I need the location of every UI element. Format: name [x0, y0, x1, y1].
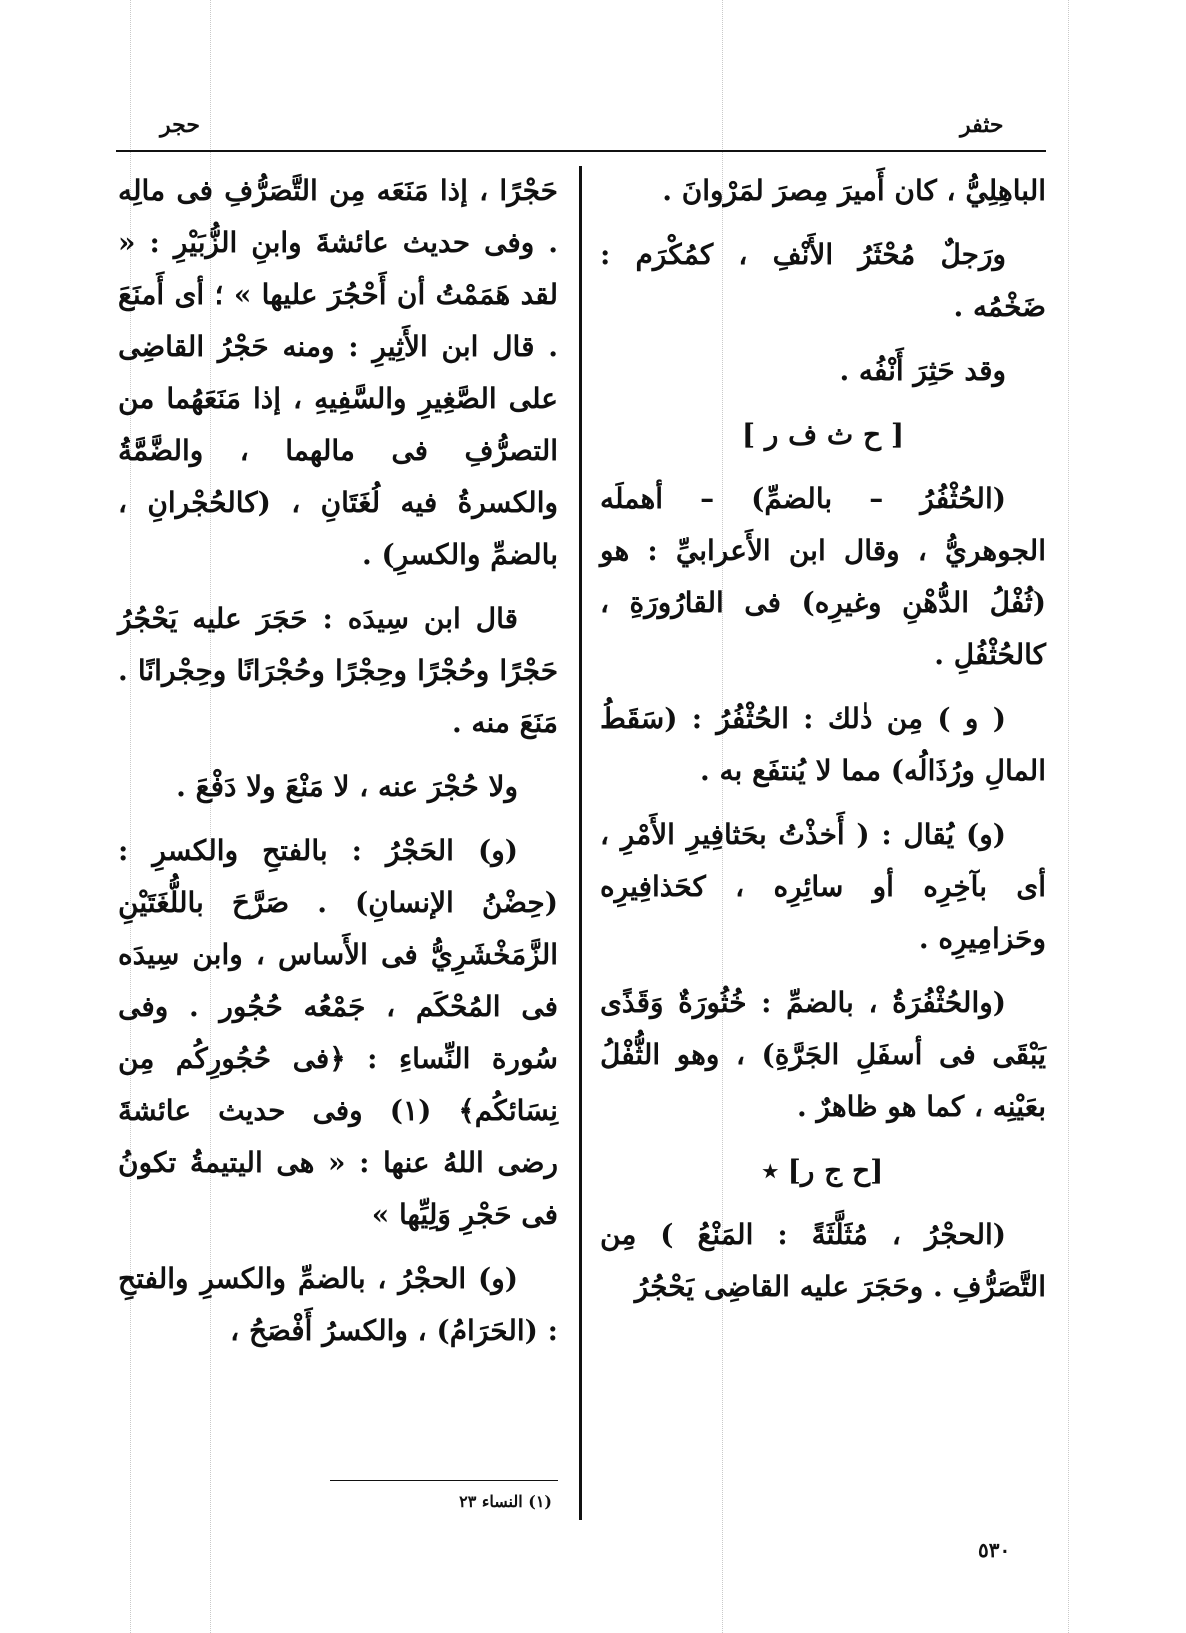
guide-line: [1068, 0, 1069, 1633]
paragraph: وقد حَثِرَ أَنْفُه .: [839, 354, 1006, 387]
paragraph: (و) الحَجْرُ : بالفتحِ والكسرِ : (حِضْنُ الإنسانِ) . صَرَّحَ باللُّغَتَيْنِ الزَّمَخْشَرِيُّ فى الأَساس ، وابن سِيدَه فى المُحْكَم ، جَمْعُه حُجُور . وفى سُورة النِّساءِ : ﴿فى حُجُورِكُم مِن نِسَائكُم﴾ (١) وفى حديث عائشةَ رضى اللهُ عنها : « هى اليتيمةُ تكونُ فى حَجْرِ وَلِيِّها »: [118, 834, 558, 1231]
header-rule: [116, 150, 1046, 152]
paragraph: (الحجْرُ ، مُثَلَّثَةً : المَنْعُ ) مِن التَّصَرُّفِ . وحَجَرَ عليه القاضِى يَحْجُرُ: [600, 1218, 1046, 1303]
paragraph: ولا حُجْرَ عنه ، لا مَنْعَ ولا دَفْعَ .: [176, 770, 518, 803]
entry-heading: [ ح ث ف ر ]: [741, 418, 905, 451]
paragraph: حَجْرًا ، إذا مَنَعَه مِن التَّصَرُّفِ فى مالِه . وفى حديث عائشةَ وابنِ الزُّبَيْرِ : « لقد هَمَمْتُ أن أَحْجُرَ عليها » ؛ أى أَمنَعَ . قال ابن الأَثِيرِ : ومنه حَجْرُ القاضِى على الصَّغِيرِ والسَّفِيهِ ، إذا مَنَعَهُما من التصرُّفِ فى مالهما ، والضَّمَّةُ والكسرةُ فيه لُغَتَانِ ، (كالحُجْرانِ ، بالضمِّ والكسرِ) .: [118, 174, 558, 571]
header-left-word: حجر: [160, 112, 200, 138]
paragraph: (الحُثْفُرُ – بالضمِّ) – أهملَه الجوهريُّ ، وقال ابن الأَعرابيِّ : هو (ثُفْلُ الدُّهْنِ وغيرِه) فى القارُورَةِ ، كالحُثْفُلِ .: [600, 482, 1046, 671]
footnote-rule: [330, 1480, 558, 1481]
right-column: [600, 165, 1046, 1325]
entry-heading: [ح ج ر] ٭: [762, 1154, 884, 1187]
paragraph: (و) يُقال : ( أَخذْتُ بحَثافِيرِ الأَمْرِ ، أى بآخِرِه أو سائِرِه ، كحَذافِيرِه وحَزامِيرِه .: [600, 818, 1046, 955]
left-column: [118, 165, 558, 1369]
paragraph: (و) الحجْرُ ، بالضمِّ والكسرِ والفتحِ : (الحَرَامُ) ، والكسرُ أَفْصَحُ ،: [118, 1262, 558, 1347]
paragraph: قال ابن سِيدَه : حَجَرَ عليه يَحْجُرُ حَجْرًا وحُجْرًا وحِجْرًا وحُجْرَانًا وحِجْرانًا . مَنَعَ منه .: [118, 602, 558, 739]
paragraph: ورَجلٌ مُحْثَرُ الأَنْفِ ، كمُكْرَم : ضَخْمُه .: [600, 238, 1046, 323]
header-right-word: حثفر: [960, 112, 1004, 138]
paragraph: (والحُثْفُرَةُ ، بالضمِّ : خُثُورَةٌ وَقَذًى يَبْقَى فى أسفَلِ الجَرَّةِ) ، وهو الثُّفْلُ بعَيْنِه ، كما هو ظاهرٌ .: [600, 986, 1046, 1123]
page-number: ٥٣٠: [978, 1538, 1011, 1562]
paragraph: ( و ) مِن ذٰلك : الحُثْفُرُ : (سَقَطُ المالِ ورُذَالُه) مما لا يُنتفَع به .: [600, 702, 1046, 787]
paragraph: الباهِلِيُّ ، كان أَميرَ مِصرَ لمَرْوانَ .: [662, 174, 1046, 207]
footnote: (١) النساء ٢٣: [459, 1492, 552, 1511]
column-divider: [579, 166, 582, 1520]
